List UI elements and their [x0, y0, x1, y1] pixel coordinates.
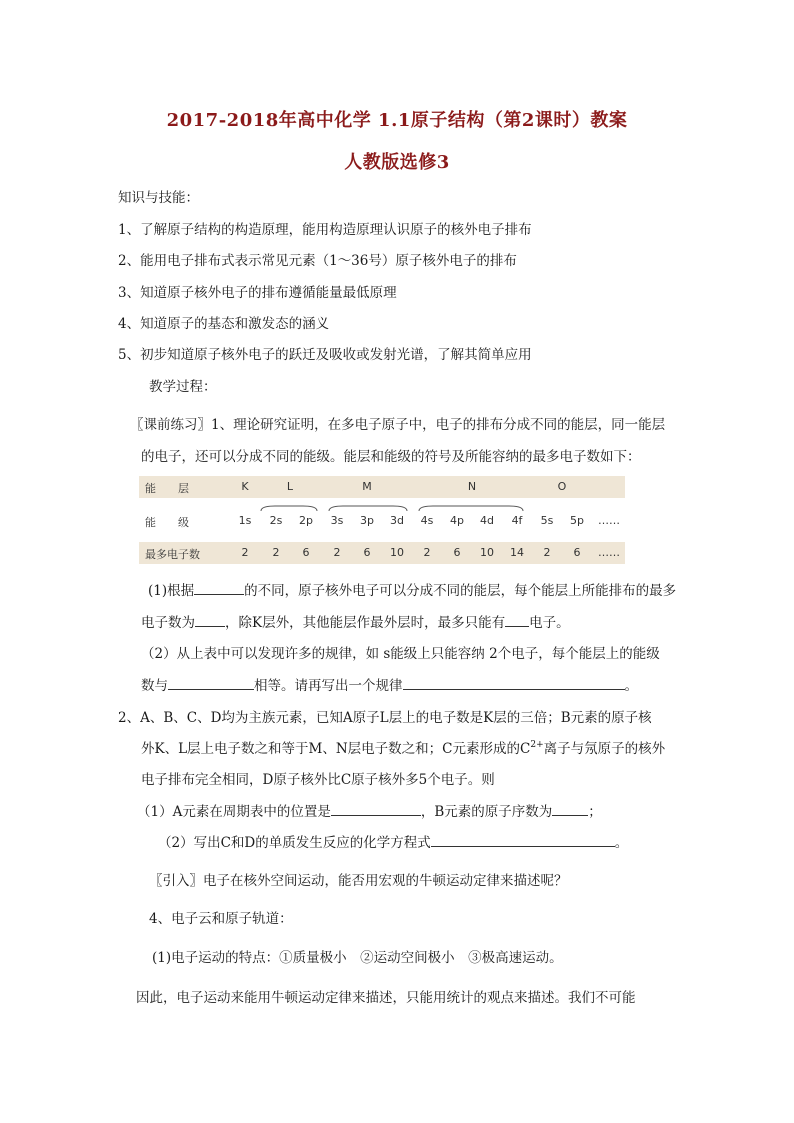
- sublevel-cell: 3s: [330, 514, 344, 527]
- answer-blank[interactable]: [331, 801, 421, 816]
- sublevel-cell: 5p: [570, 514, 584, 527]
- electron-cell: 14: [510, 546, 524, 559]
- sublevel-cell: 2s: [269, 514, 283, 527]
- electron-cell: 2: [333, 546, 341, 559]
- sublevel-cell: 4d: [480, 514, 494, 527]
- answer-blank[interactable]: [403, 675, 625, 690]
- answer-blank[interactable]: [168, 675, 254, 690]
- sublevel-cell: 2p: [299, 514, 313, 527]
- intro-line: 〖引入〗电子在核外空间运动，能否用宏观的牛顿运动定律来描述呢？: [149, 873, 568, 889]
- sublevel-cell: 4f: [511, 514, 523, 527]
- sublevel-cell: 5s: [540, 514, 554, 527]
- question-line: （2）从上表中可以发现许多的规律，如 s能级上只能容纳 2个电子，每个能层上的能级: [141, 646, 660, 662]
- answer-blank[interactable]: [195, 612, 225, 627]
- electron-cell: 6: [363, 546, 371, 559]
- question-line: (1)根据 的不同，原子核外电子可以分成不同的能层，每个能层上所能排布的最多: [148, 579, 676, 599]
- section-heading: 4、电子云和原子轨道：: [149, 911, 293, 927]
- question-line: （2）写出C和D的单质发生反应的化学方程式 。: [158, 831, 628, 851]
- answer-blank[interactable]: [552, 801, 588, 816]
- knowledge-item: 1、了解原子结构的构造原理，能用构造原理认识原子的核外电子排布: [118, 222, 532, 238]
- body-line: 因此，电子运动来能用牛顿运动定律来描述，只能用统计的观点来描述。我们不可能: [136, 990, 636, 1006]
- row-label: 能 层: [145, 482, 189, 495]
- sublevel-cell: ……: [598, 514, 620, 527]
- electron-cell: 2: [423, 546, 431, 559]
- row-label: 能 级: [145, 516, 189, 529]
- table-row-layers: [139, 476, 625, 498]
- document-title: 2017-2018年高中化学 1.1原子结构（第2课时）教案: [166, 110, 628, 131]
- electron-cell: 2: [543, 546, 551, 559]
- knowledge-item: 4、知道原子的基态和激发态的涵义: [118, 316, 330, 332]
- knowledge-item: 2、能用电子排布式表示常见元素（1～36号）原子核外电子的排布: [118, 253, 517, 269]
- sublevel-cell: 4p: [450, 514, 464, 527]
- sublevel-cell: 4s: [420, 514, 434, 527]
- electron-cell: 2: [272, 546, 280, 559]
- electron-cell: 10: [480, 546, 494, 559]
- question-line: 电子数为 ，除K层外，其他能层作最外层时，最多只能有 电子。: [141, 611, 570, 631]
- electron-cell: 10: [390, 546, 404, 559]
- sublevel-cell: 1s: [238, 514, 252, 527]
- question-line: 电子排布完全相同，D原子核外比C原子核外多5个电子。则: [141, 772, 495, 788]
- process-heading: 教学过程：: [149, 379, 217, 395]
- layer-cell: O: [557, 480, 567, 493]
- electron-cell: 2: [241, 546, 249, 559]
- body-line: (1)电子运动的特点：①质量极小 ②运动空间极小 ③极高速运动。: [152, 950, 563, 966]
- question-line: 数与 相等。请再写出一个规律 。: [141, 674, 638, 694]
- electron-cell: 6: [573, 546, 581, 559]
- knowledge-item: 5、初步知道原子核外电子的跃迁及吸收或发射光谱，了解其简单应用: [118, 347, 532, 363]
- table-row-max-electrons: [139, 542, 625, 564]
- question-line: （1）A元素在周期表中的位置是 ，B元素的原子序数为 ；: [137, 800, 602, 820]
- electron-cell: 6: [453, 546, 461, 559]
- row-label: 最多电子数: [145, 548, 200, 561]
- answer-blank[interactable]: [431, 832, 615, 847]
- layer-cell: K: [241, 480, 249, 493]
- sublevel-cell: 3d: [390, 514, 404, 527]
- answer-blank[interactable]: [505, 612, 529, 627]
- exercise-line: 〖课前练习〗1、理论研究证明，在多电子原子中，电子的排布分成不同的能层，同一能层: [130, 417, 666, 433]
- question-line: 2、A、B、C、D均为主族元素，已知A原子L层上的电子数是K层的三倍；B元素的原子核: [118, 710, 652, 726]
- answer-blank[interactable]: [194, 580, 244, 595]
- electron-cell: 6: [302, 546, 310, 559]
- layer-cell: L: [286, 480, 294, 493]
- electron-cell: ……: [598, 546, 620, 559]
- document-subtitle: 人教版选修3: [344, 152, 450, 173]
- question-line: 外K、L层上电子数之和等于M、N层电子数之和；C元素形成的$C^{2+}$离子与氖原子的核外: [141, 740, 666, 757]
- table-row-sublevels: [139, 510, 625, 532]
- knowledge-item: 3、知道原子核外电子的排布遵循能量最低原理: [118, 285, 397, 301]
- exercise-line: 的电子，还可以分成不同的能级。能层和能级的符号及所能容纳的最多电子数如下：: [141, 449, 641, 465]
- sublevel-cell: 3p: [360, 514, 374, 527]
- layer-cell: N: [467, 480, 477, 493]
- knowledge-heading: 知识与技能：: [118, 190, 199, 206]
- layer-cell: M: [362, 480, 372, 493]
